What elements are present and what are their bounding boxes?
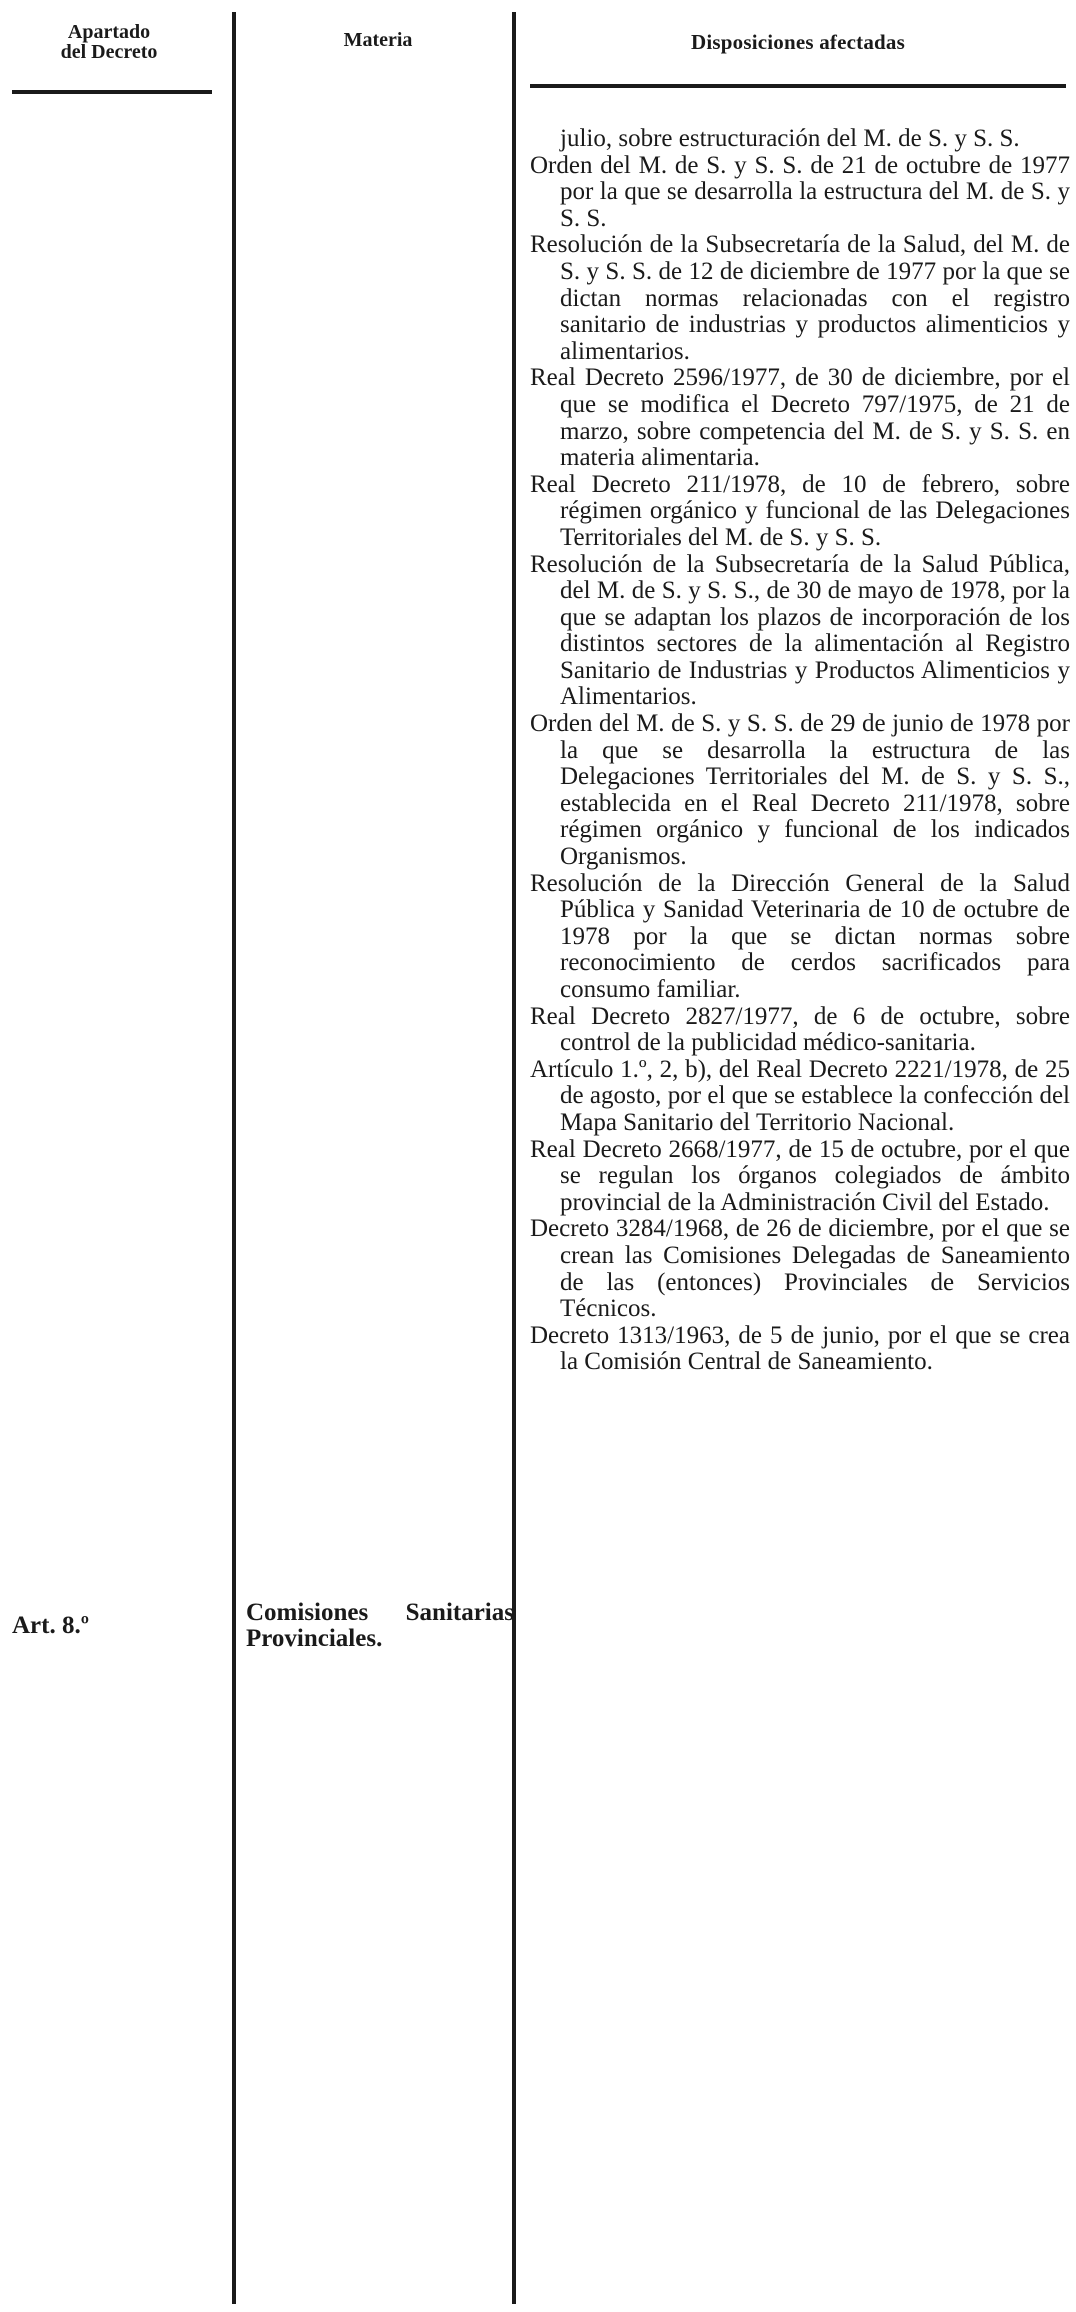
list-item: Artículo 1.º, 2, b), del Real Decreto 2221/1978, de 25 de agosto, por el que se establece la confección del Mapa Sanitario del Territorio Nacional. <box>530 1055 1070 1136</box>
header-apartado-line1: Apartado <box>67 21 151 43</box>
list-item: Resolución de la Dirección General de la Salud Pública y Sanidad Veterinaria de 10 de octubre de 1978 por la que se dictan normas sobre reconocimiento de cerdos sacrificados para consumo familiar. <box>530 869 1070 1003</box>
list-item: Real Decreto 2668/1977, de 15 de octubre, por el que se regulan los órganos colegiados de ámbito provincial de la Administración Civil del Estado. <box>530 1135 1070 1216</box>
list-item: Decreto 3284/1968, de 26 de diciembre, por el que se crean las Comisiones Delegadas de Saneamiento de las (entonces) Provinciales de Servicios Técnicos. <box>530 1215 1070 1323</box>
list-item: Resolución de la Subsecretaría de la Salud, del M. de S. y S. S. de 12 de diciembre de 1977 por la que se dictan normas relacionadas con el registro sanitario de industrias y productos alimenticios y alimentarios. <box>530 231 1070 365</box>
column-divider-left <box>232 12 236 2304</box>
header-apartado <box>4 22 214 62</box>
list-item: Orden del M. de S. y S. S. de 21 de octubre de 1977 por la que se desarrolla la estructura del M. de S. y S. S. <box>530 151 1070 232</box>
header-apartado-line2: del Decreto <box>60 41 158 63</box>
header-materia: Materia <box>343 29 413 51</box>
materia-cell: Comisiones Sanitarias Provinciales. <box>246 1599 514 1652</box>
disposiciones-list <box>530 126 1070 1376</box>
header-disposiciones: Disposiciones afectadas <box>690 30 905 54</box>
list-item: Real Decreto 2596/1977, de 30 de diciembre, por el que se modifica el Decreto 797/1975, de 21 de marzo, sobre competencia del M. de S. y S. S. en materia alimentaria. <box>530 364 1070 472</box>
column-divider-right <box>512 12 516 2304</box>
list-item: julio, sobre estructuración del M. de S. y S. S. <box>560 125 1020 152</box>
list-item: Resolución de la Subsecretaría de la Salud Pública, del M. de S. y S. S., de 30 de mayo de 1978, por la que se adaptan los plazos de incorporación de los distintos sectores de la alimentación al Registro Sanitario de Industrias y Productos Alimenticios y Alimentarios. <box>530 550 1070 711</box>
list-item: Decreto 1313/1963, de 5 de junio, por el que se crea la Comisión Central de Saneamiento. <box>530 1321 1070 1376</box>
header-rule-apartado <box>12 90 212 94</box>
list-item: Real Decreto 2827/1977, de 6 de octubre, sobre control de la publicidad médico-sanitaria. <box>530 1002 1070 1057</box>
list-item: Orden del M. de S. y S. S. de 29 de junio de 1978 por la que se desarrolla la estructura de las Delegaciones Territoriales del M. de S. y S. S., establecida en el Real Decreto 211/1978, sobre régimen orgánico y funcional de los indicados Organismos. <box>530 710 1070 871</box>
apartado-cell: Art. 8.º <box>12 1612 89 1639</box>
header-rule-disposiciones <box>530 84 1066 88</box>
list-item: Real Decreto 211/1978, de 10 de febrero, sobre régimen orgánico y funcional de las Delegaciones Territoriales del M. de S. y S. S. <box>530 470 1070 551</box>
